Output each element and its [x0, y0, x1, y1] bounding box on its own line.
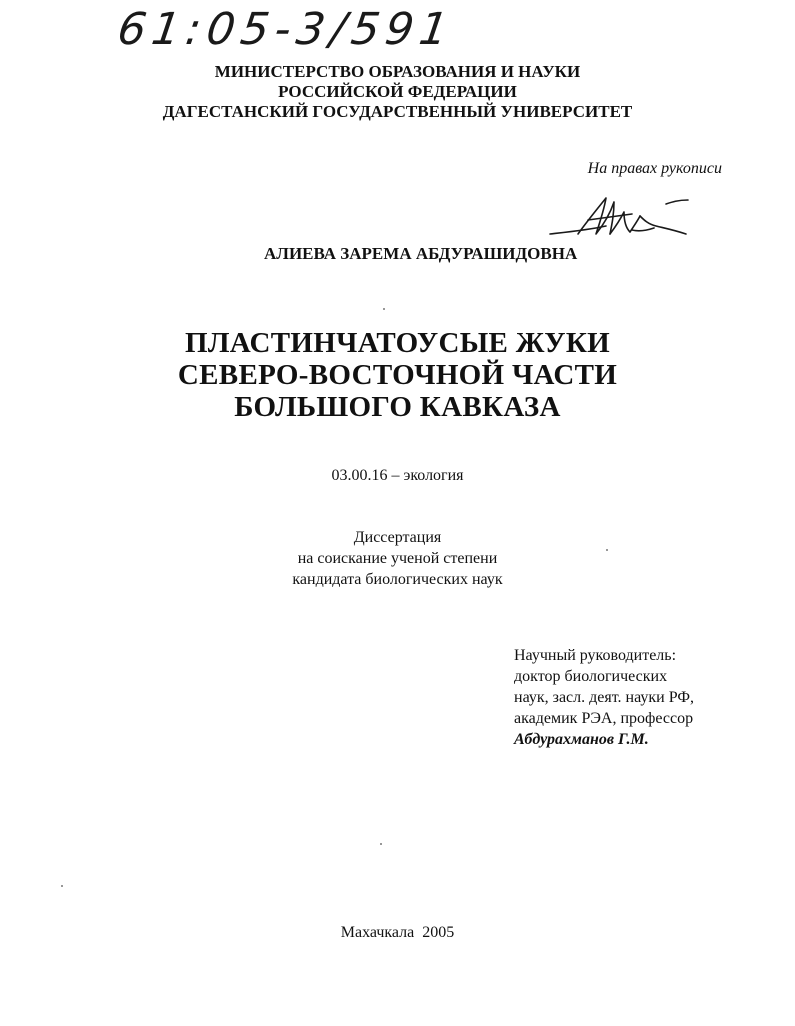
author-signature	[548, 190, 698, 246]
speciality-code: 03.00.16 – экология	[331, 467, 464, 484]
title-line-2: СЕВЕРО-ВОСТОЧНОЙ ЧАСТИ	[177, 359, 618, 391]
year: 2005	[422, 924, 455, 941]
scan-speck	[380, 843, 382, 845]
archive-code-handwritten: 61:05-3/591	[114, 4, 458, 55]
advisor-line-3: наук, засл. деят. науки РФ,	[514, 689, 694, 706]
scientific-advisor	[514, 645, 694, 750]
place-and-year	[0, 924, 795, 942]
title-line-3: БОЛЬШОГО КАВКАЗА	[234, 391, 561, 423]
dissertation-title	[0, 327, 795, 423]
ministry-line-2: РОССИЙСКОЙ ФЕДЕРАЦИИ	[278, 82, 517, 101]
degree-line-1: Диссертация	[353, 529, 442, 546]
advisor-line-2: доктор биологических	[514, 668, 668, 685]
author-name: АЛИЕВА ЗАРЕМА АБДУРАШИДОВНА	[264, 244, 578, 263]
scan-speck	[383, 308, 385, 310]
degree-line-2: на соискание ученой степени	[297, 550, 498, 567]
degree-statement	[0, 527, 795, 590]
ministry-line-1: МИНИСТЕРСТВО ОБРАЗОВАНИЯ И НАУКИ	[214, 62, 581, 81]
title-line-1: ПЛАСТИНЧАТОУСЫЕ ЖУКИ	[184, 327, 611, 359]
university-name: ДАГЕСТАНСКИЙ ГОСУДАРСТВЕННЫЙ УНИВЕРСИТЕТ	[162, 102, 633, 121]
advisor-line-1: Научный руководитель:	[514, 647, 677, 664]
manuscript-rights-label: На правах рукописи	[587, 160, 722, 177]
scan-speck	[606, 549, 608, 551]
advisor-line-4: академик РЭА, профессор	[514, 710, 694, 727]
city: Махачкала	[340, 924, 415, 941]
scan-speck	[61, 885, 63, 887]
degree-line-3: кандидата биологических наук	[292, 571, 503, 588]
institution-header	[0, 62, 795, 122]
advisor-name: Абдурахманов Г.М.	[514, 731, 649, 748]
